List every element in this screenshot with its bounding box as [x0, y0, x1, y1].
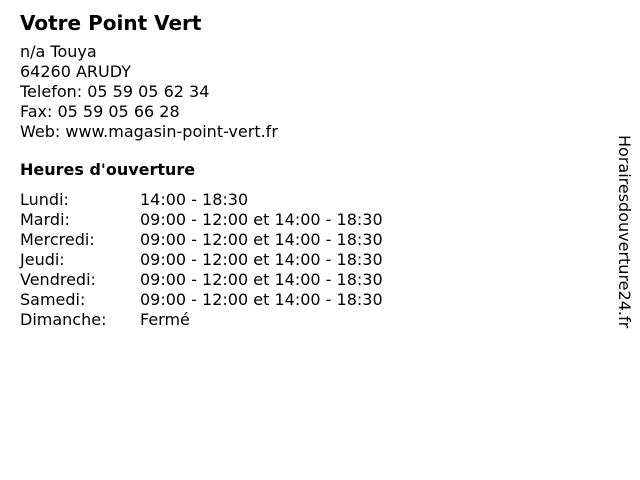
hours-row-tuesday [20, 210, 580, 230]
address-line-1: n/a Touya [20, 42, 97, 61]
fax-line: Fax: 05 59 05 66 28 [20, 102, 180, 121]
day-hours: 09:00 - 12:00 et 14:00 - 18:30 [140, 250, 383, 269]
hours-row-sunday [20, 310, 580, 330]
day-hours: Fermé [140, 310, 190, 329]
day-label: Dimanche: [20, 310, 107, 329]
hours-row-friday [20, 270, 580, 290]
hours-table [20, 190, 580, 330]
web-line[interactable]: Web: www.magasin-point-vert.fr [20, 122, 278, 141]
hours-row-thursday [20, 250, 580, 270]
day-hours: 14:00 - 18:30 [140, 190, 249, 209]
phone-line: Telefon: 05 59 05 62 34 [20, 82, 210, 101]
day-label: Samedi: [20, 290, 86, 309]
day-label: Mercredi: [20, 230, 95, 249]
day-label: Lundi: [20, 190, 69, 209]
hours-heading: Heures d'ouverture [20, 160, 196, 179]
day-hours: 09:00 - 12:00 et 14:00 - 18:30 [140, 270, 383, 289]
day-label: Mardi: [20, 210, 70, 229]
address-line-2: 64260 ARUDY [20, 62, 131, 81]
day-hours: 09:00 - 12:00 et 14:00 - 18:30 [140, 290, 383, 309]
day-hours: 09:00 - 12:00 et 14:00 - 18:30 [140, 210, 383, 229]
day-label: Jeudi: [20, 250, 65, 269]
shop-card [20, 10, 580, 330]
day-hours: 09:00 - 12:00 et 14:00 - 18:30 [140, 230, 383, 249]
hours-row-saturday [20, 290, 580, 310]
shop-name: Votre Point Vert [20, 11, 202, 35]
day-label: Vendredi: [20, 270, 96, 289]
hours-row-wednesday [20, 230, 580, 250]
site-watermark: Horairesdouverture24.fr [615, 135, 634, 329]
hours-row-monday [20, 190, 580, 210]
